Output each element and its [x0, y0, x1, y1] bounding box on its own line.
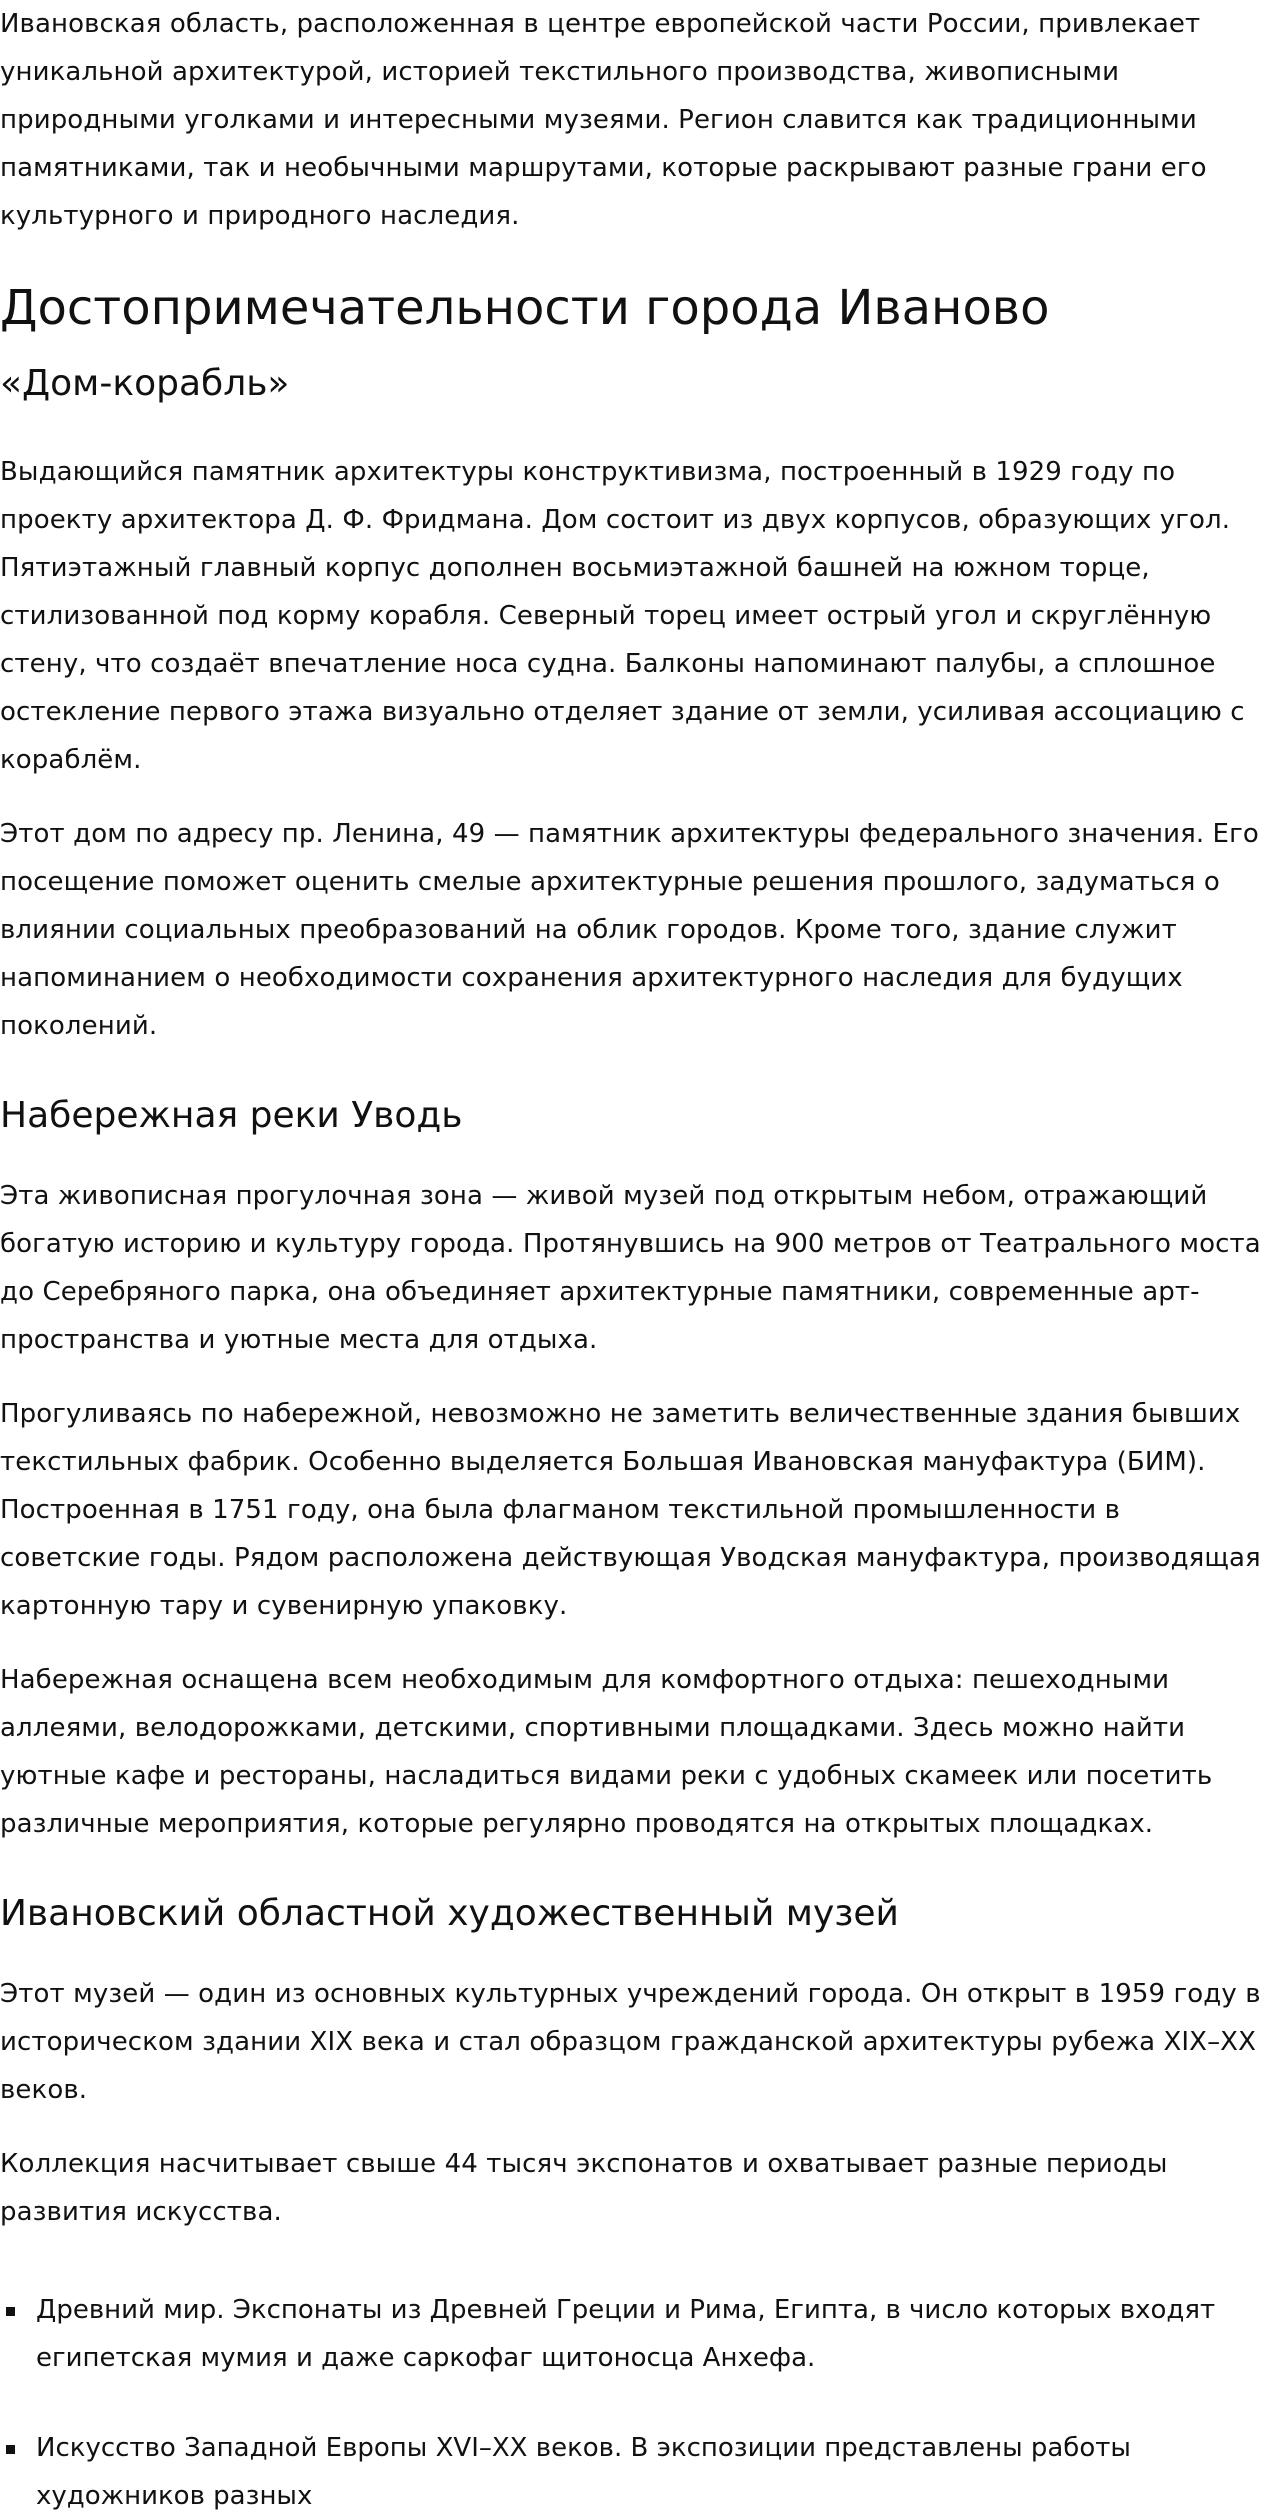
square-bullet-icon [6, 2307, 15, 2316]
list-item [0, 2424, 1265, 2520]
section-paragraph: Этот музей — один из основных культурных учреждений города. Он открыт в 1959 году в историческом здании XIX века и стал образцом гражданской архитектуры рубежа XIX–XX веков. [0, 1979, 1261, 2105]
section-dom-korabl [0, 360, 1265, 1050]
collection-list [0, 2286, 1265, 2520]
section-title-dom-korabl: «Дом-корабль» [0, 363, 290, 404]
section-paragraph: Этот дом по адресу пр. Ленина, 49 — памятник архитектуры федерального значения. Его посещение поможет оценить смелые архитектурные решения прошлого, задуматься о влиянии социальных преобразований на облик городов. Кроме того, здание служит напоминанием о необходимости сохранения архитектурного наследия для будущих поколений. [0, 819, 1259, 1041]
section-naberezhnaya [0, 1092, 1265, 1848]
intro-paragraph: Ивановская область, расположенная в центре европейской части России, привлекает уникальной архитектурой, историей текстильного производства, живописными природными уголками и интересными музеями. Регион славится как традиционными памятниками, так и необычными маршрутами, которые раскрывают разные грани его культурного и природного наследия. [0, 9, 1207, 231]
section-art-museum [0, 1890, 1265, 2520]
list-item [0, 2286, 1265, 2382]
section-paragraph: Эта живописная прогулочная зона — живой музей под открытым небом, отражающий богатую историю и культуру города. Протянувшись на 900 метров от Театрального моста до Серебряного парка, она объединяет архитектурные памятники, современные арт-пространства и уютные места для отдыха. [0, 1181, 1261, 1355]
section-title-naberezhnaya: Набережная реки Уводь [0, 1095, 463, 1136]
square-bullet-icon [6, 2445, 15, 2454]
section-paragraph: Выдающийся памятник архитектуры конструктивизма, построенный в 1929 году по проекту архитектора Д. Ф. Фридмана. Дом состоит из двух корпусов, образующих угол. Пятиэтажный главный корпус дополнен восьмиэтажной башней на южном торце, стилизованной под корму корабля. Северный торец имеет острый угол и скруглённую стену, что создаёт впечатление носа судна. Балконы напоминают палубы, а сплошное остекление первого этажа визуально отделяет здание от земли, усиливая ассоциацию с кораблём. [0, 457, 1245, 775]
section-paragraph: Прогуливаясь по набережной, невозможно не заметить величественные здания бывших текстильных фабрик. Особенно выделяется Большая Ивановская мануфактура (БИМ). Построенная в 1751 году, она была флагманом текстильной промышленности в советские годы. Рядом расположена действующая Уводская мануфактура, производящая картонную тару и сувенирную упаковку. [0, 1399, 1261, 1621]
list-item-text: Искусство Западной Европы XVI–XX веков. В экспозиции представлены работы художников разных [36, 2433, 1131, 2511]
section-paragraph: Коллекция насчитывает свыше 44 тысяч экспонатов и охватывает разные периоды развития искусства. [0, 2149, 1168, 2227]
section-paragraph: Набережная оснащена всем необходимым для комфортного отдыха: пешеходными аллеями, велодорожками, детскими, спортивными площадками. Здесь можно найти уютные кафе и рестораны, насладиться видами реки с удобных скамеек или посетить различные мероприятия, которые регулярно проводятся на открытых площадках. [0, 1665, 1213, 1839]
page-title: Достопримечательности города Иваново [0, 280, 1050, 336]
section-title-art-museum: Ивановский областной художественный музей [0, 1893, 899, 1934]
list-item-text: Древний мир. Экспонаты из Древней Греции и Рима, Египта, в число которых входят египетская мумия и даже саркофаг щитоносца Анхефа. [36, 2295, 1216, 2373]
